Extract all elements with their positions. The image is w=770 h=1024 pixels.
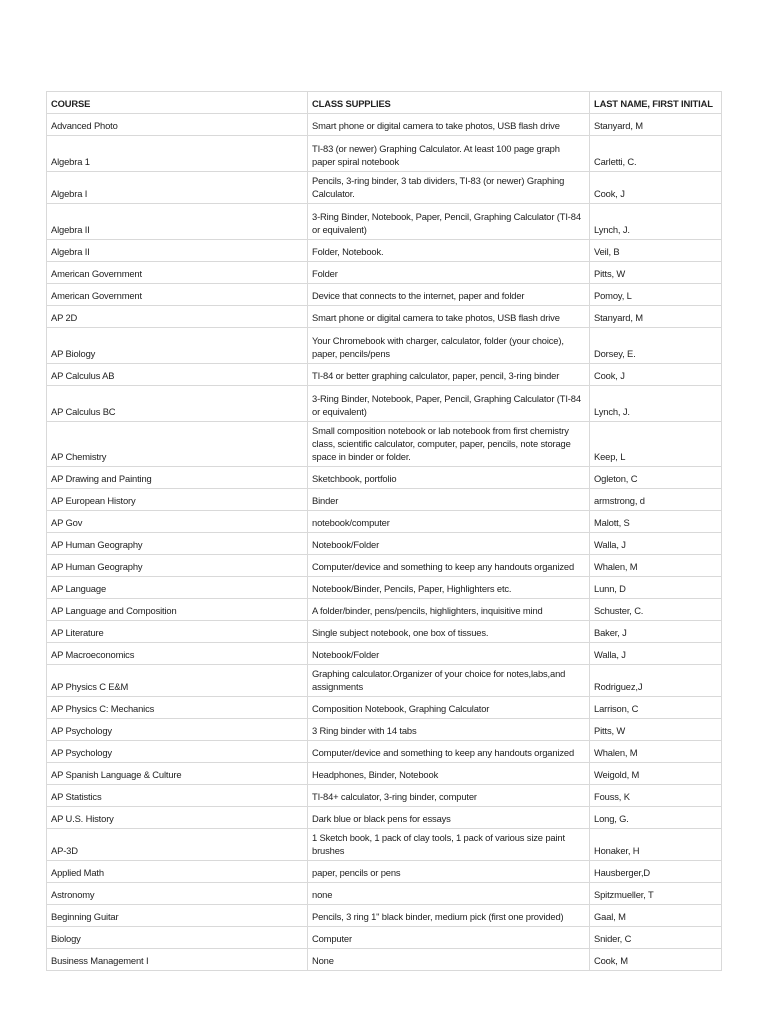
course-cell: AP Spanish Language & Culture: [47, 763, 308, 785]
table-row: [47, 905, 722, 927]
teacher-cell: Fouss, K: [590, 785, 722, 807]
table-row: [47, 741, 722, 763]
teacher-cell: Malott, S: [590, 511, 722, 533]
teacher-cell: Long, G.: [590, 807, 722, 829]
teacher-cell: Cook, J: [590, 364, 722, 386]
header-row: [47, 92, 722, 114]
course-cell: AP Physics C: Mechanics: [47, 697, 308, 719]
table-row: [47, 386, 722, 422]
supplies-cell: Your Chromebook with charger, calculator, folder (your choice), paper, pencils/pens: [308, 328, 590, 364]
table-row: [47, 665, 722, 697]
teacher-cell: Gaal, M: [590, 905, 722, 927]
supplies-cell: Smart phone or digital camera to take photos, USB flash drive: [308, 306, 590, 328]
teacher-cell: Dorsey, E.: [590, 328, 722, 364]
teacher-cell: Keep, L: [590, 422, 722, 467]
table-row: [47, 364, 722, 386]
teacher-cell: Hausberger,D: [590, 861, 722, 883]
supplies-cell: 1 Sketch book, 1 pack of clay tools, 1 pack of various size paint brushes: [308, 829, 590, 861]
supplies-cell: notebook/computer: [308, 511, 590, 533]
table-row: [47, 807, 722, 829]
course-cell: Biology: [47, 927, 308, 949]
supplies-cell: Small composition notebook or lab notebook from first chemistry class, scientific calculator, computer, paper, pencils, note storage space in binder or folder.: [308, 422, 590, 467]
course-cell: AP 2D: [47, 306, 308, 328]
course-cell: AP Biology: [47, 328, 308, 364]
course-cell: AP Psychology: [47, 719, 308, 741]
table-row: [47, 763, 722, 785]
course-cell: AP Chemistry: [47, 422, 308, 467]
header-class-supplies: CLASS SUPPLIES: [308, 92, 590, 114]
supplies-cell: Notebook/Folder: [308, 533, 590, 555]
teacher-cell: Pitts, W: [590, 719, 722, 741]
supplies-cell: Single subject notebook, one box of tissues.: [308, 621, 590, 643]
teacher-cell: Weigold, M: [590, 763, 722, 785]
course-cell: AP Drawing and Painting: [47, 467, 308, 489]
course-cell: AP Human Geography: [47, 555, 308, 577]
supplies-cell: Computer/device and something to keep any handouts organized: [308, 555, 590, 577]
course-cell: AP Psychology: [47, 741, 308, 763]
table-row: [47, 422, 722, 467]
teacher-cell: Carletti, C.: [590, 136, 722, 172]
supplies-cell: Composition Notebook, Graphing Calculator: [308, 697, 590, 719]
teacher-cell: Lynch, J.: [590, 204, 722, 240]
teacher-cell: Larrison, C: [590, 697, 722, 719]
table-row: [47, 697, 722, 719]
teacher-cell: Ogleton, C: [590, 467, 722, 489]
teacher-cell: Lynch, J.: [590, 386, 722, 422]
course-cell: American Government: [47, 284, 308, 306]
table-row: [47, 328, 722, 364]
supplies-cell: Computer: [308, 927, 590, 949]
teacher-cell: Spitzmueller, T: [590, 883, 722, 905]
course-cell: AP Literature: [47, 621, 308, 643]
table-row: [47, 861, 722, 883]
supplies-cell: 3-Ring Binder, Notebook, Paper, Pencil, Graphing Calculator (TI-84 or equivalent): [308, 386, 590, 422]
supplies-cell: Computer/device and something to keep any handouts organized: [308, 741, 590, 763]
table-row: [47, 306, 722, 328]
table-row: [47, 489, 722, 511]
course-cell: AP Human Geography: [47, 533, 308, 555]
supplies-cell: Notebook/Binder, Pencils, Paper, Highlighters etc.: [308, 577, 590, 599]
table-row: [47, 262, 722, 284]
supplies-cell: Smart phone or digital camera to take photos, USB flash drive: [308, 114, 590, 136]
header-teacher-name: LAST NAME, FIRST INITIAL: [590, 92, 722, 114]
course-cell: AP Language: [47, 577, 308, 599]
teacher-cell: Baker, J: [590, 621, 722, 643]
table-row: [47, 785, 722, 807]
teacher-cell: Stanyard, M: [590, 306, 722, 328]
course-cell: Advanced Photo: [47, 114, 308, 136]
supplies-cell: Device that connects to the internet, paper and folder: [308, 284, 590, 306]
table-row: [47, 114, 722, 136]
supplies-cell: TI-84+ calculator, 3-ring binder, computer: [308, 785, 590, 807]
supplies-sheet: [46, 91, 721, 971]
course-cell: AP Calculus BC: [47, 386, 308, 422]
supplies-cell: None: [308, 949, 590, 971]
teacher-cell: Schuster, C.: [590, 599, 722, 621]
teacher-cell: Walla, J: [590, 643, 722, 665]
course-cell: AP Physics C E&M: [47, 665, 308, 697]
table-row: [47, 599, 722, 621]
table-row: [47, 577, 722, 599]
table-row: [47, 284, 722, 306]
table-row: [47, 927, 722, 949]
teacher-cell: Stanyard, M: [590, 114, 722, 136]
table-row: [47, 204, 722, 240]
course-cell: Beginning Guitar: [47, 905, 308, 927]
course-cell: AP-3D: [47, 829, 308, 861]
teacher-cell: Pomoy, L: [590, 284, 722, 306]
supplies-cell: A folder/binder, pens/pencils, highlighters, inquisitive mind: [308, 599, 590, 621]
teacher-cell: Honaker, H: [590, 829, 722, 861]
table-row: [47, 172, 722, 204]
course-cell: Astronomy: [47, 883, 308, 905]
supplies-cell: Headphones, Binder, Notebook: [308, 763, 590, 785]
table-row: [47, 949, 722, 971]
supplies-cell: Binder: [308, 489, 590, 511]
table-row: [47, 136, 722, 172]
course-cell: AP Macroeconomics: [47, 643, 308, 665]
table-row: [47, 555, 722, 577]
table-row: [47, 883, 722, 905]
table-row: [47, 829, 722, 861]
course-cell: Business Management I: [47, 949, 308, 971]
course-cell: Algebra 1: [47, 136, 308, 172]
supplies-cell: TI-84 or better graphing calculator, paper, pencil, 3-ring binder: [308, 364, 590, 386]
header-course: COURSE: [47, 92, 308, 114]
supplies-cell: Pencils, 3 ring 1" black binder, medium pick (first one provided): [308, 905, 590, 927]
table-row: [47, 643, 722, 665]
supplies-cell: TI-83 (or newer) Graphing Calculator. At least 100 page graph paper spiral notebook: [308, 136, 590, 172]
supplies-cell: Graphing calculator.Organizer of your choice for notes,labs,and assignments: [308, 665, 590, 697]
course-cell: AP Calculus AB: [47, 364, 308, 386]
table-row: [47, 467, 722, 489]
course-cell: AP Language and Composition: [47, 599, 308, 621]
teacher-cell: armstrong, d: [590, 489, 722, 511]
supplies-cell: Folder: [308, 262, 590, 284]
supplies-cell: Folder, Notebook.: [308, 240, 590, 262]
course-cell: Algebra I: [47, 172, 308, 204]
supplies-cell: Notebook/Folder: [308, 643, 590, 665]
supplies-cell: 3 Ring binder with 14 tabs: [308, 719, 590, 741]
teacher-cell: Whalen, M: [590, 555, 722, 577]
table-row: [47, 533, 722, 555]
supplies-cell: Pencils, 3-ring binder, 3 tab dividers, TI-83 (or newer) Graphing Calculator.: [308, 172, 590, 204]
table-row: [47, 719, 722, 741]
teacher-cell: Rodriguez,J: [590, 665, 722, 697]
supplies-cell: Dark blue or black pens for essays: [308, 807, 590, 829]
course-cell: AP U.S. History: [47, 807, 308, 829]
teacher-cell: Snider, C: [590, 927, 722, 949]
course-cell: American Government: [47, 262, 308, 284]
supplies-cell: none: [308, 883, 590, 905]
supplies-cell: paper, pencils or pens: [308, 861, 590, 883]
teacher-cell: Veil, B: [590, 240, 722, 262]
course-cell: AP Gov: [47, 511, 308, 533]
course-cell: AP Statistics: [47, 785, 308, 807]
teacher-cell: Cook, M: [590, 949, 722, 971]
teacher-cell: Cook, J: [590, 172, 722, 204]
course-cell: AP European History: [47, 489, 308, 511]
table-row: [47, 511, 722, 533]
course-cell: Applied Math: [47, 861, 308, 883]
supplies-table: [46, 91, 722, 971]
supplies-cell: Sketchbook, portfolio: [308, 467, 590, 489]
teacher-cell: Walla, J: [590, 533, 722, 555]
teacher-cell: Whalen, M: [590, 741, 722, 763]
table-row: [47, 240, 722, 262]
course-cell: Algebra II: [47, 204, 308, 240]
supplies-cell: 3-Ring Binder, Notebook, Paper, Pencil, Graphing Calculator (TI-84 or equivalent): [308, 204, 590, 240]
teacher-cell: Lunn, D: [590, 577, 722, 599]
table-row: [47, 621, 722, 643]
teacher-cell: Pitts, W: [590, 262, 722, 284]
course-cell: Algebra II: [47, 240, 308, 262]
